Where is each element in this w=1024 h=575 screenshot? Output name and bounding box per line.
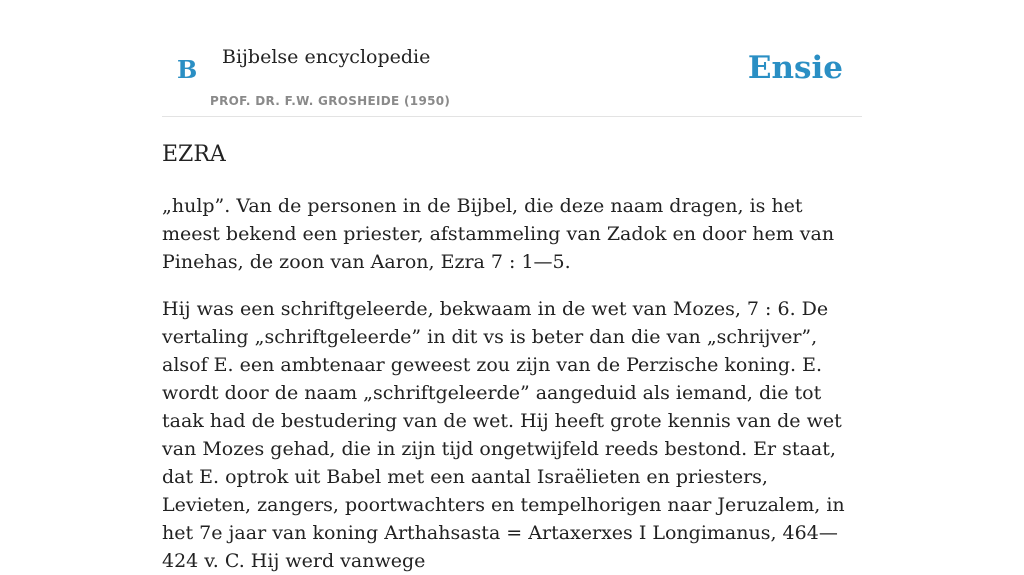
entry-content bbox=[162, 140, 862, 575]
entry-title: EZRA bbox=[162, 142, 226, 167]
book-author: PROF. DR. F.W. GROSHEIDE (1950) bbox=[210, 94, 451, 108]
book-title[interactable]: Bijbelse encyclopedie bbox=[222, 46, 431, 68]
entry-paragraph: Hij was een schriftgeleerde, bekwaam in de wet van Mozes, 7 : 6. De vertaling „schriftgeleerde” in dit vs is beter dan die van „schrijver”, alsof E. een ambtenaar geweest zou zijn van de Perzische koning. E. wordt door de naam „schriftgeleerde” aangeduid als iemand, die tot taak had de bestudering van de wet. Hij heeft grote kennis van de wet van Mozes gehad, die in zijn tijd ongetwijfeld reeds bestond. Er staat, dat E. optrok uit Babel met een aantal Israëlieten en priesters, Levieten, zangers, poortwachters en tempelhorigen naar Jeruzalem, in het 7e jaar van koning Arthahsasta = Artaxerxes I Longimanus, 464—424 v. C. Hij werd vanwege bbox=[162, 298, 845, 572]
entry-paragraph: „hulp”. Van de personen in de Bijbel, die deze naam dragen, is het meest bekend een priester, afstammeling van Zadok en door hem van Pinehas, de zoon van Aaron, Ezra 7 : 1—5. bbox=[162, 195, 835, 273]
book-logo-letter[interactable]: B bbox=[177, 55, 198, 84]
page-header bbox=[162, 0, 862, 117]
brand-logo-link[interactable]: Ensie bbox=[747, 50, 843, 86]
